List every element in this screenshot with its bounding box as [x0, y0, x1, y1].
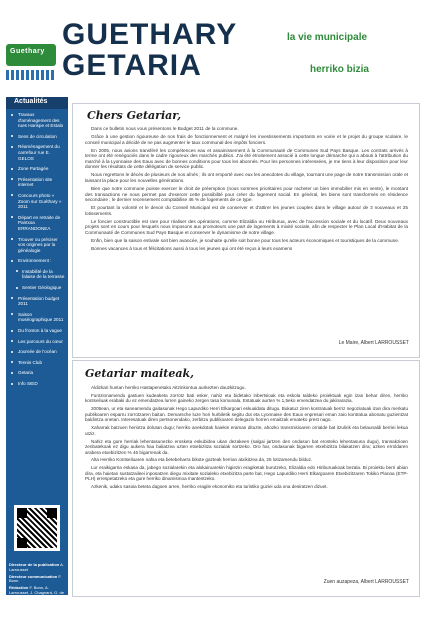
letter-body-french: [85, 126, 408, 254]
credit-entry: [9, 609, 67, 623]
letter-paragraph: Et pourtant la volonté et le devoir du Conseil Municipal est de conserver et d'attirer les jeunes couples dans le village autour de 3 nouveaux et 25 lotissements.: [85, 205, 408, 216]
sidebar-item[interactable]: Concours photo « Zoom sur Guéthary » 2011: [6, 192, 68, 211]
letter-paragraph: Grâce à une gestion rigoureuse de nos frais de fonctionnement et malgré les investissements importants en voirie et le projet du groupe scolaire, le conseil municipal a décidé de ne pas augmenter le taux communal des impôts fonciers.: [85, 133, 408, 145]
logo-text: Guethary: [10, 48, 45, 55]
sidebar-item[interactable]: Départ en retraite de Pantxoa ERRANDONEA: [6, 214, 68, 233]
credit-value: F. Bonn, A. Larrousset, J. Chagnard, G. de Souhuit, SIED: [9, 585, 64, 600]
signature-french: Le Maire, Albert LARROUSSET: [338, 340, 409, 346]
letter-paragraph: Funtzionamendu gastuen kudeaketa zorrotz bati esker, nahiz eta bidetako inbertsioak eta eskola taldeko proiektuak egin izan behar diren, herriko kontseiluak erabaki du ez emendatzea lurren gaineko zergen tasa komunala. Estatuak aurten % 1,5eko emendatzea du jakinarazia.: [85, 392, 408, 404]
signature-basque: Zuen auzapeza, Albert LARROUSSET: [323, 579, 409, 585]
sidebar-subitem[interactable]: Instabilité de la falaise de la terrasse: [6, 268, 68, 281]
sidebar-item[interactable]: Getaria: [6, 369, 68, 377]
sidebar-heading-label: Actualités: [14, 98, 48, 105]
letter-greeting-french: Chers Getariar,: [87, 109, 182, 122]
letter-paragraph: 2005ean, ur eta saneamendu gaitasunak Hego Lapurdiko Herri Elkargoari eskualdatu ditugu. Bukatuz ziren kontratuak berriz negoziatuak izan dira merkatu publikoaren esparru zorrotzaren baitan. Demarsche luze hori hurbiletik segitu dut eta Lyonnaise des Eaux enpresari eman zaio kontratua abonatu guzientzat baldintza onetan. Interesatuak diren pertsonendako, zerbitzu publikoaren delegazio horren emaitzak emateko prest nago.: [85, 406, 408, 423]
credit-value: A. Larrousset: [9, 562, 64, 572]
letter-paragraph: Nous regrettons le décès de plusieurs de nos aînés ; ils ont emporté avec eux les anecdotes du village, tournant une page de notre transmission orale et laissant la place pour les nouvelles générations.: [85, 172, 408, 183]
sidebar-item[interactable]: Travaux d'aménagement des rues Harispe et Estalo: [6, 111, 68, 130]
credit-entry: [9, 575, 67, 585]
sidebar-item[interactable]: Environnement :: [6, 257, 68, 265]
sidebar-item[interactable]: Info SIED: [6, 380, 68, 388]
sidebar-item[interactable]: Sens de circulation: [6, 133, 68, 141]
sidebar-item[interactable]: Saison muséographique 2011: [6, 311, 68, 324]
sidebar-item[interactable]: Tennis Club: [6, 359, 68, 367]
letter-paragraph: Lur eraikigarria eskasa da, jabego sozialarekin eta alokairuarekin higiezin eragiketak burutzeko, Elizaldia edo Hiriburuakoak bezala. Bi proiektu berri abian dira, eta haietan sustatzaileei inposatzen diegu mixitate sozialeko etxebizitza parte bat, Hego Lapurdiko Herri Elkargoaren Etxebizitzaren Tokiko Planoa (ETP-PLH) errespetatzeko eta gure herriko dinamismoa mantentzeko.: [85, 465, 408, 482]
credit-label: Impression: [9, 624, 31, 630]
sidebar-item[interactable]: Les parcours du cœur: [6, 338, 68, 346]
letter-paragraph: Xaharrak batzuen heriotza dolutan dugu; herriko anekdotak haiekin eraman dituzte, ahozko transmisioaren orrialde bat itzulirik eta belaunaldi berriei lekua utziz.: [85, 425, 408, 436]
sidebar-item[interactable]: Trouver ou préciser vos origines par la généalogie: [6, 236, 68, 255]
brand-title-french: GUETHARY: [62, 18, 238, 51]
logo-wave-stripes: [6, 70, 56, 80]
brand-subtitle-french: la vie municipale: [287, 32, 368, 43]
credit-value: F. Bonn: [9, 573, 62, 584]
sidebar-item[interactable]: Du fronton à la vague: [6, 327, 68, 335]
letter-paragraph: Dans ce bulletin nous vous présentons le Budget 2011 de la commune.: [91, 126, 239, 131]
credit-label: Conception: [9, 601, 31, 607]
sidebar-item[interactable]: Présentation site internet: [6, 176, 68, 189]
qr-code-pattern: [17, 508, 57, 548]
letter-paragraph: Le foncier constructible est rare pour réaliser des opérations, comme Elizaldia ou Hiriburua, avec de l'accession sociale et du locatif. Deux nouveaux projets sont en cours pour lesquels nous imposons aux promoteurs une part de logements à mixité sociale, afin de respecter le Plan Local d'Habitat de la Communauté de Communes Sud Pays Basque et conserver le dynamisme de notre village.: [85, 218, 408, 235]
brand-title-basque: GETARIA: [62, 49, 202, 82]
sidebar-subitem[interactable]: Sentier Géologique: [6, 284, 68, 292]
letter-paragraph: Bonnes vacances à tous et félicitations aussi à tous les jeunes qui ont été reçus à leurs examens: [91, 245, 293, 251]
credit-label: Directeur communication: [9, 573, 58, 579]
municipal-logo: [6, 40, 56, 84]
sidebar-news-list: [6, 111, 68, 391]
mayor-letter-french: [72, 103, 420, 358]
credit-label: Directeur de la publication: [9, 562, 60, 567]
letter-paragraph: Azkenik, udako sasoia beteta dagoen arren, herriko eragile ekonomiko eta turistiko guziei uda ona desiratzen dizuet.: [91, 484, 328, 490]
letter-paragraph: Bien que notre commune puisse exercer le droit de préemption (nous sommes prioritaires pour racheter un bien immobilier mis en vente), le montant des transactions ne nous permet pas d'exercer cette possibilité pour créer du logement social. En général, les biens sont transformés en résidence secondaire ; le dernier recensement comptabilise 46 % de logements de ce type.: [85, 185, 408, 203]
letter-paragraph: En 2005, nous avions transféré les compétences eau et assainissement à la Communauté de Communes Sud Pays Basque. Les contrats arrivés à terme ont été renégociés dans le cadre rigoureux des marchés publics. J'ai été étroitement associé à cette longue démarche qui a abouti à l'attribution du marché à la Lyonnaise des Eaux avec de bonnes conditions pour tous les abonnés. Pour les personnes intéressées, je me tiens à leur disposition pour leur donner les résultats de cette délégation de service public.: [85, 147, 408, 170]
sidebar-item[interactable]: Réaménagement du carrefour rue E. GELOS: [6, 143, 68, 162]
credit-value: Mairie, F. Bonn, Du fronton à la vague, Tennis club: [9, 608, 63, 623]
credit-value: Mairie: [32, 601, 44, 607]
letter-greeting-basque: Getariar maiteak,: [85, 367, 194, 380]
letter-paragraph: Aldizkari huntan herriko Hastapenetako Aitzinkontua aurkezten dauzkitzugu.: [91, 385, 246, 390]
letter-paragraph: Nahiz eta gure herriak lehentasunezko erosketa eskubidea ukan dezakeen (salgai jartzen den ondasun bat erosteko lehentasuna dugu), transakzioen zenbatekoak ez digu aukera hau baliatzea uzten etxebizitza sozialak sortzeko. Oro har, ondasunak bigarren etxebizitza bilakatzen dira; azken erroldaren arabera etxebizitzen % 46 bigarrenak da.: [85, 438, 408, 455]
credit-label: Rédaction: [9, 585, 29, 591]
credit-entry: [9, 603, 67, 608]
sidebar-item[interactable]: Zone Partagée: [6, 165, 68, 173]
mayor-letter-basque: [72, 360, 420, 597]
qr-code[interactable]: [14, 505, 60, 551]
sidebar-item[interactable]: Présentation budget 2011: [6, 295, 68, 308]
letter-body-basque: [85, 385, 408, 492]
news-sidebar: [6, 97, 68, 630]
credit-entry: [9, 586, 67, 600]
sidebar-item[interactable]: Journée de l'océan: [6, 348, 68, 356]
brand-subtitle-basque: herriko bizia: [310, 64, 369, 75]
credit-entry: [9, 626, 67, 631]
sidebar-heading: [6, 97, 68, 109]
credit-value: Imprimerie 87: [31, 624, 56, 630]
credit-label: Photo, Illustrations: [9, 608, 46, 614]
credit-entry: [9, 563, 67, 573]
letter-paragraph: Enfin, bien que la saison estivale soit bien avancée, je souhaite qu'elle soit bonne pour tous les acteurs économiques et touristiques de la commune.: [91, 237, 400, 243]
letter-paragraph: Alta Herriko Kontseiluaren nahia eta betebeharra bikote gazteak herrian atxikitzea da, 25 lotizamendu bilduz.: [91, 457, 313, 463]
publication-credits: [9, 563, 67, 633]
